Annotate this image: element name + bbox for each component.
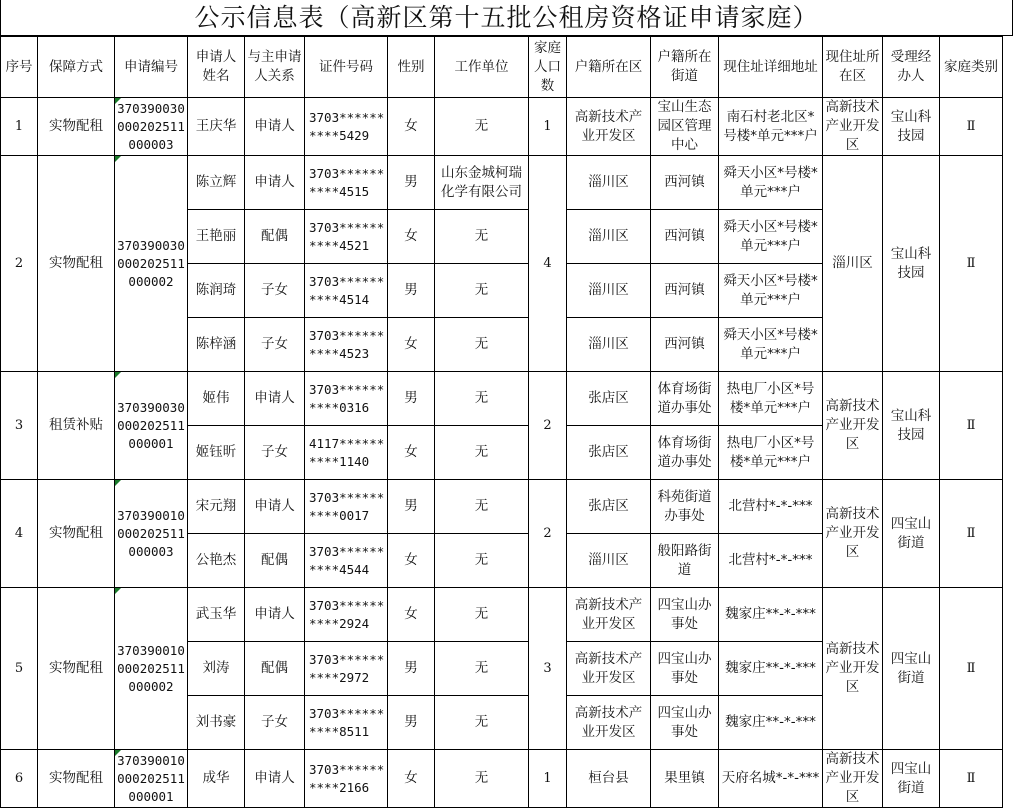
hukou-street-cell: 宝山生态园区管理中心 — [651, 98, 719, 156]
handler-cell: 四宝山街道 — [883, 750, 940, 808]
page-title: 公示信息表（高新区第十五批公租房资格证申请家庭） — [0, 0, 1013, 36]
applicant-name-cell: 武玉华 — [188, 588, 245, 642]
hukou-district-cell: 张店区 — [567, 426, 651, 480]
id-number-cell: 3703**********0017 — [305, 480, 388, 534]
id-number-cell: 3703**********4523 — [305, 318, 388, 372]
id-number-cell: 3703**********8511 — [305, 696, 388, 750]
app-no-cell: 370390030000202511000001 — [115, 372, 188, 480]
applicant-name-cell: 刘涛 — [188, 642, 245, 696]
seq-cell: 1 — [1, 98, 38, 156]
applicant-name-cell: 王庆华 — [188, 98, 245, 156]
relation-cell: 申请人 — [245, 588, 305, 642]
table-row — [1, 98, 1003, 156]
applicant-name-cell: 陈立辉 — [188, 156, 245, 210]
table-row — [1, 750, 1003, 808]
hukou-street-cell: 西河镇 — [651, 264, 719, 318]
applicant-name-cell: 宋元翔 — [188, 480, 245, 534]
hukou-district-cell: 高新技术产业开发区 — [567, 98, 651, 156]
gender-cell: 女 — [388, 318, 435, 372]
address-cell: 魏家庄**-*-*** — [719, 642, 823, 696]
gender-cell: 男 — [388, 696, 435, 750]
applicant-name-cell: 姬钰昕 — [188, 426, 245, 480]
table-row — [1, 588, 1003, 642]
id-number-cell: 3703**********5429 — [305, 98, 388, 156]
applicant-name-cell: 刘书豪 — [188, 696, 245, 750]
app-no-cell: 370390010000202511000002 — [115, 588, 188, 750]
address-district-cell: 高新技术产业开发区 — [823, 98, 883, 156]
seq-cell: 6 — [1, 750, 38, 808]
relation-cell: 子女 — [245, 264, 305, 318]
id-number-cell: 3703**********2972 — [305, 642, 388, 696]
id-number-cell: 3703**********4515 — [305, 156, 388, 210]
hukou-street-cell: 体育场街道办事处 — [651, 426, 719, 480]
seq-cell: 4 — [1, 480, 38, 588]
applicant-name-cell: 成华 — [188, 750, 245, 808]
relation-cell: 配偶 — [245, 642, 305, 696]
address-cell: 舜天小区*号楼*单元***户 — [719, 156, 823, 210]
gender-cell: 女 — [388, 426, 435, 480]
guarantee-cell: 实物配租 — [38, 480, 115, 588]
address-district-cell: 高新技术产业开发区 — [823, 750, 883, 808]
applicant-table — [0, 36, 1003, 808]
hukou-street-cell: 西河镇 — [651, 210, 719, 264]
header-id-no: 证件号码 — [305, 37, 388, 98]
address-district-cell: 淄川区 — [823, 156, 883, 372]
gender-cell: 女 — [388, 534, 435, 588]
employer-cell: 无 — [435, 588, 529, 642]
seq-cell: 5 — [1, 588, 38, 750]
employer-cell: 无 — [435, 426, 529, 480]
header-family-size: 家庭人口数 — [529, 37, 567, 98]
gender-cell: 女 — [388, 588, 435, 642]
hukou-street-cell: 般阳路街道 — [651, 534, 719, 588]
gender-cell: 男 — [388, 372, 435, 426]
guarantee-cell: 租赁补贴 — [38, 372, 115, 480]
header-relation: 与主申请人关系 — [245, 37, 305, 98]
relation-cell: 子女 — [245, 696, 305, 750]
hukou-street-cell: 四宝山办事处 — [651, 696, 719, 750]
hukou-street-cell: 西河镇 — [651, 156, 719, 210]
address-cell: 天府名城*-*-*** — [719, 750, 823, 808]
employer-cell: 无 — [435, 372, 529, 426]
relation-cell: 申请人 — [245, 750, 305, 808]
address-cell: 魏家庄**-*-*** — [719, 696, 823, 750]
app-no-cell: 370390010000202511000001 — [115, 750, 188, 808]
header-applicant: 申请人姓名 — [188, 37, 245, 98]
gender-cell: 女 — [388, 98, 435, 156]
handler-cell: 宝山科技园 — [883, 156, 940, 372]
family-size-cell: 3 — [529, 588, 567, 750]
family-size-cell: 2 — [529, 372, 567, 480]
address-cell: 热电厂小区*号楼*单元***户 — [719, 426, 823, 480]
address-district-cell: 高新技术产业开发区 — [823, 588, 883, 750]
header-address-district: 现住址所在区 — [823, 37, 883, 98]
family-size-cell: 1 — [529, 750, 567, 808]
address-cell: 热电厂小区*号楼*单元***户 — [719, 372, 823, 426]
id-number-cell: 3703**********0316 — [305, 372, 388, 426]
address-cell: 北营村*-*-*** — [719, 480, 823, 534]
header-hukou-district: 户籍所在区 — [567, 37, 651, 98]
header-category: 家庭类别 — [940, 37, 1003, 98]
employer-cell: 无 — [435, 480, 529, 534]
hukou-district-cell: 张店区 — [567, 480, 651, 534]
id-number-cell: 4117**********1140 — [305, 426, 388, 480]
table-row — [1, 372, 1003, 426]
id-number-cell: 3703**********2924 — [305, 588, 388, 642]
header-handler: 受理经办人 — [883, 37, 940, 98]
gender-cell: 男 — [388, 156, 435, 210]
employer-cell: 山东金城柯瑞化学有限公司 — [435, 156, 529, 210]
family-size-cell: 1 — [529, 98, 567, 156]
hukou-district-cell: 淄川区 — [567, 264, 651, 318]
handler-cell: 宝山科技园 — [883, 98, 940, 156]
header-employer: 工作单位 — [435, 37, 529, 98]
hukou-street-cell: 西河镇 — [651, 318, 719, 372]
header-seq: 序号 — [1, 37, 38, 98]
gender-cell: 女 — [388, 210, 435, 264]
header-gender: 性别 — [388, 37, 435, 98]
app-no-cell: 370390030000202511000002 — [115, 156, 188, 372]
hukou-district-cell: 高新技术产业开发区 — [567, 696, 651, 750]
applicant-name-cell: 陈梓涵 — [188, 318, 245, 372]
employer-cell: 无 — [435, 264, 529, 318]
category-cell: Ⅱ — [940, 588, 1003, 750]
relation-cell: 申请人 — [245, 480, 305, 534]
applicant-name-cell: 公艳杰 — [188, 534, 245, 588]
hukou-district-cell: 淄川区 — [567, 318, 651, 372]
guarantee-cell: 实物配租 — [38, 156, 115, 372]
relation-cell: 子女 — [245, 426, 305, 480]
header-app-no: 申请编号 — [115, 37, 188, 98]
app-no-cell: 370390010000202511000003 — [115, 480, 188, 588]
address-cell: 舜天小区*号楼*单元***户 — [719, 210, 823, 264]
category-cell: Ⅱ — [940, 480, 1003, 588]
handler-cell: 宝山科技园 — [883, 372, 940, 480]
hukou-district-cell: 高新技术产业开发区 — [567, 642, 651, 696]
employer-cell: 无 — [435, 642, 529, 696]
hukou-street-cell: 果里镇 — [651, 750, 719, 808]
header-hukou-street: 户籍所在街道 — [651, 37, 719, 98]
address-cell: 舜天小区*号楼*单元***户 — [719, 264, 823, 318]
relation-cell: 申请人 — [245, 156, 305, 210]
handler-cell: 四宝山街道 — [883, 588, 940, 750]
header-row — [1, 37, 1003, 98]
relation-cell: 配偶 — [245, 210, 305, 264]
id-number-cell: 3703**********4521 — [305, 210, 388, 264]
id-number-cell: 3703**********4514 — [305, 264, 388, 318]
gender-cell: 男 — [388, 642, 435, 696]
gender-cell: 女 — [388, 750, 435, 808]
category-cell: Ⅱ — [940, 98, 1003, 156]
address-cell: 魏家庄**-*-*** — [719, 588, 823, 642]
employer-cell: 无 — [435, 318, 529, 372]
hukou-district-cell: 张店区 — [567, 372, 651, 426]
id-number-cell: 3703**********2166 — [305, 750, 388, 808]
guarantee-cell: 实物配租 — [38, 750, 115, 808]
hukou-district-cell: 高新技术产业开发区 — [567, 588, 651, 642]
address-cell: 北营村*-*-*** — [719, 534, 823, 588]
employer-cell: 无 — [435, 98, 529, 156]
hukou-district-cell: 桓台县 — [567, 750, 651, 808]
relation-cell: 子女 — [245, 318, 305, 372]
hukou-street-cell: 四宝山办事处 — [651, 588, 719, 642]
category-cell: Ⅱ — [940, 156, 1003, 372]
seq-cell: 3 — [1, 372, 38, 480]
handler-cell: 四宝山街道 — [883, 480, 940, 588]
employer-cell: 无 — [435, 750, 529, 808]
applicant-name-cell: 王艳丽 — [188, 210, 245, 264]
relation-cell: 配偶 — [245, 534, 305, 588]
hukou-district-cell: 淄川区 — [567, 534, 651, 588]
family-size-cell: 2 — [529, 480, 567, 588]
address-cell: 南石村老北区*号楼*单元***户 — [719, 98, 823, 156]
guarantee-cell: 实物配租 — [38, 588, 115, 750]
seq-cell: 2 — [1, 156, 38, 372]
hukou-street-cell: 科苑街道办事处 — [651, 480, 719, 534]
address-cell: 舜天小区*号楼*单元***户 — [719, 318, 823, 372]
hukou-district-cell: 淄川区 — [567, 210, 651, 264]
relation-cell: 申请人 — [245, 372, 305, 426]
employer-cell: 无 — [435, 696, 529, 750]
header-address: 现住址详细地址 — [719, 37, 823, 98]
id-number-cell: 3703**********4544 — [305, 534, 388, 588]
gender-cell: 男 — [388, 264, 435, 318]
applicant-name-cell: 姬伟 — [188, 372, 245, 426]
employer-cell: 无 — [435, 210, 529, 264]
category-cell: Ⅱ — [940, 372, 1003, 480]
table-row — [1, 156, 1003, 210]
address-district-cell: 高新技术产业开发区 — [823, 480, 883, 588]
gender-cell: 男 — [388, 480, 435, 534]
table-row — [1, 480, 1003, 534]
app-no-cell: 370390030000202511000003 — [115, 98, 188, 156]
hukou-district-cell: 淄川区 — [567, 156, 651, 210]
hukou-street-cell: 四宝山办事处 — [651, 642, 719, 696]
header-guarantee: 保障方式 — [38, 37, 115, 98]
hukou-street-cell: 体育场街道办事处 — [651, 372, 719, 426]
address-district-cell: 高新技术产业开发区 — [823, 372, 883, 480]
employer-cell: 无 — [435, 534, 529, 588]
family-size-cell: 4 — [529, 156, 567, 372]
applicant-name-cell: 陈润琦 — [188, 264, 245, 318]
category-cell: Ⅱ — [940, 750, 1003, 808]
guarantee-cell: 实物配租 — [38, 98, 115, 156]
relation-cell: 申请人 — [245, 98, 305, 156]
